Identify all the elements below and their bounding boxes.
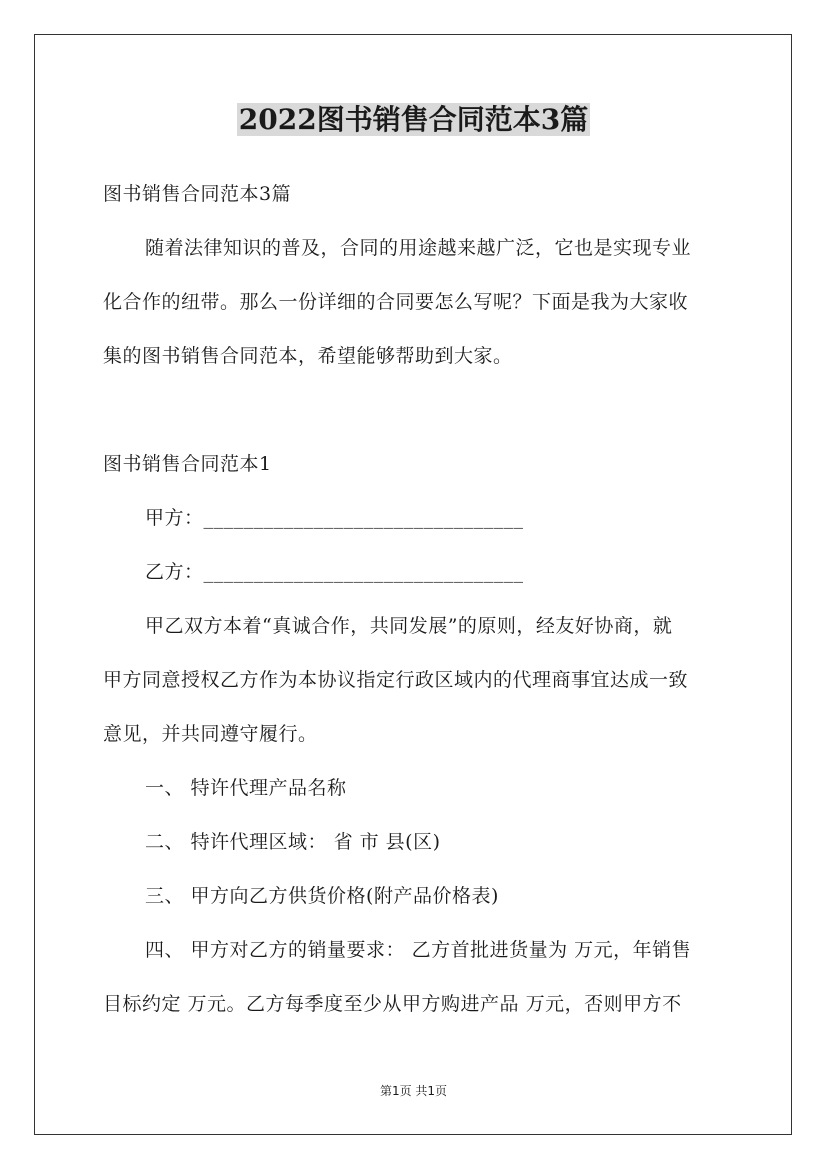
clause-1: 一、 特许代理产品名称 [145,777,347,799]
para-line-2: 甲方同意授权乙方作为本协议指定行政区域内的代理商事宜达成一致 [103,669,689,691]
page-footer: 第1页 共1页 [379,1084,448,1098]
intro-line-2: 化合作的纽带。那么一份详细的合同要怎么写呢？下面是我为大家收 [103,291,689,313]
party-a-line: 甲方：________________________________ [145,507,524,529]
clause-4-line-1: 四、 甲方对乙方的销量要求： 乙方首批进货量为 万元，年销售 [145,939,692,961]
para-line-1: 甲乙双方本着“真诚合作，共同发展”的原则，经友好协商，就 [145,615,673,637]
party-b-line: 乙方：________________________________ [145,561,524,583]
intro-line-3: 集的图书销售合同范本，希望能够帮助到大家。 [103,345,513,367]
clause-3: 三、 甲方向乙方供货价格(附产品价格表) [145,885,499,907]
subtitle-line: 图书销售合同范本3篇 [103,183,292,205]
section-heading: 图书销售合同范本1 [103,453,272,475]
clause-2: 二、 特许代理区域： 省 市 县(区) [145,831,441,853]
para-line-3: 意见，并共同遵守履行。 [103,723,318,745]
document-title: 2022图书销售合同范本3篇 [238,103,589,136]
intro-line-1: 随着法律知识的普及，合同的用途越来越广泛，它也是实现专业 [145,237,692,259]
clause-4-line-2: 目标约定 万元。乙方每季度至少从甲方购进产品 万元，否则甲方不 [103,993,682,1015]
